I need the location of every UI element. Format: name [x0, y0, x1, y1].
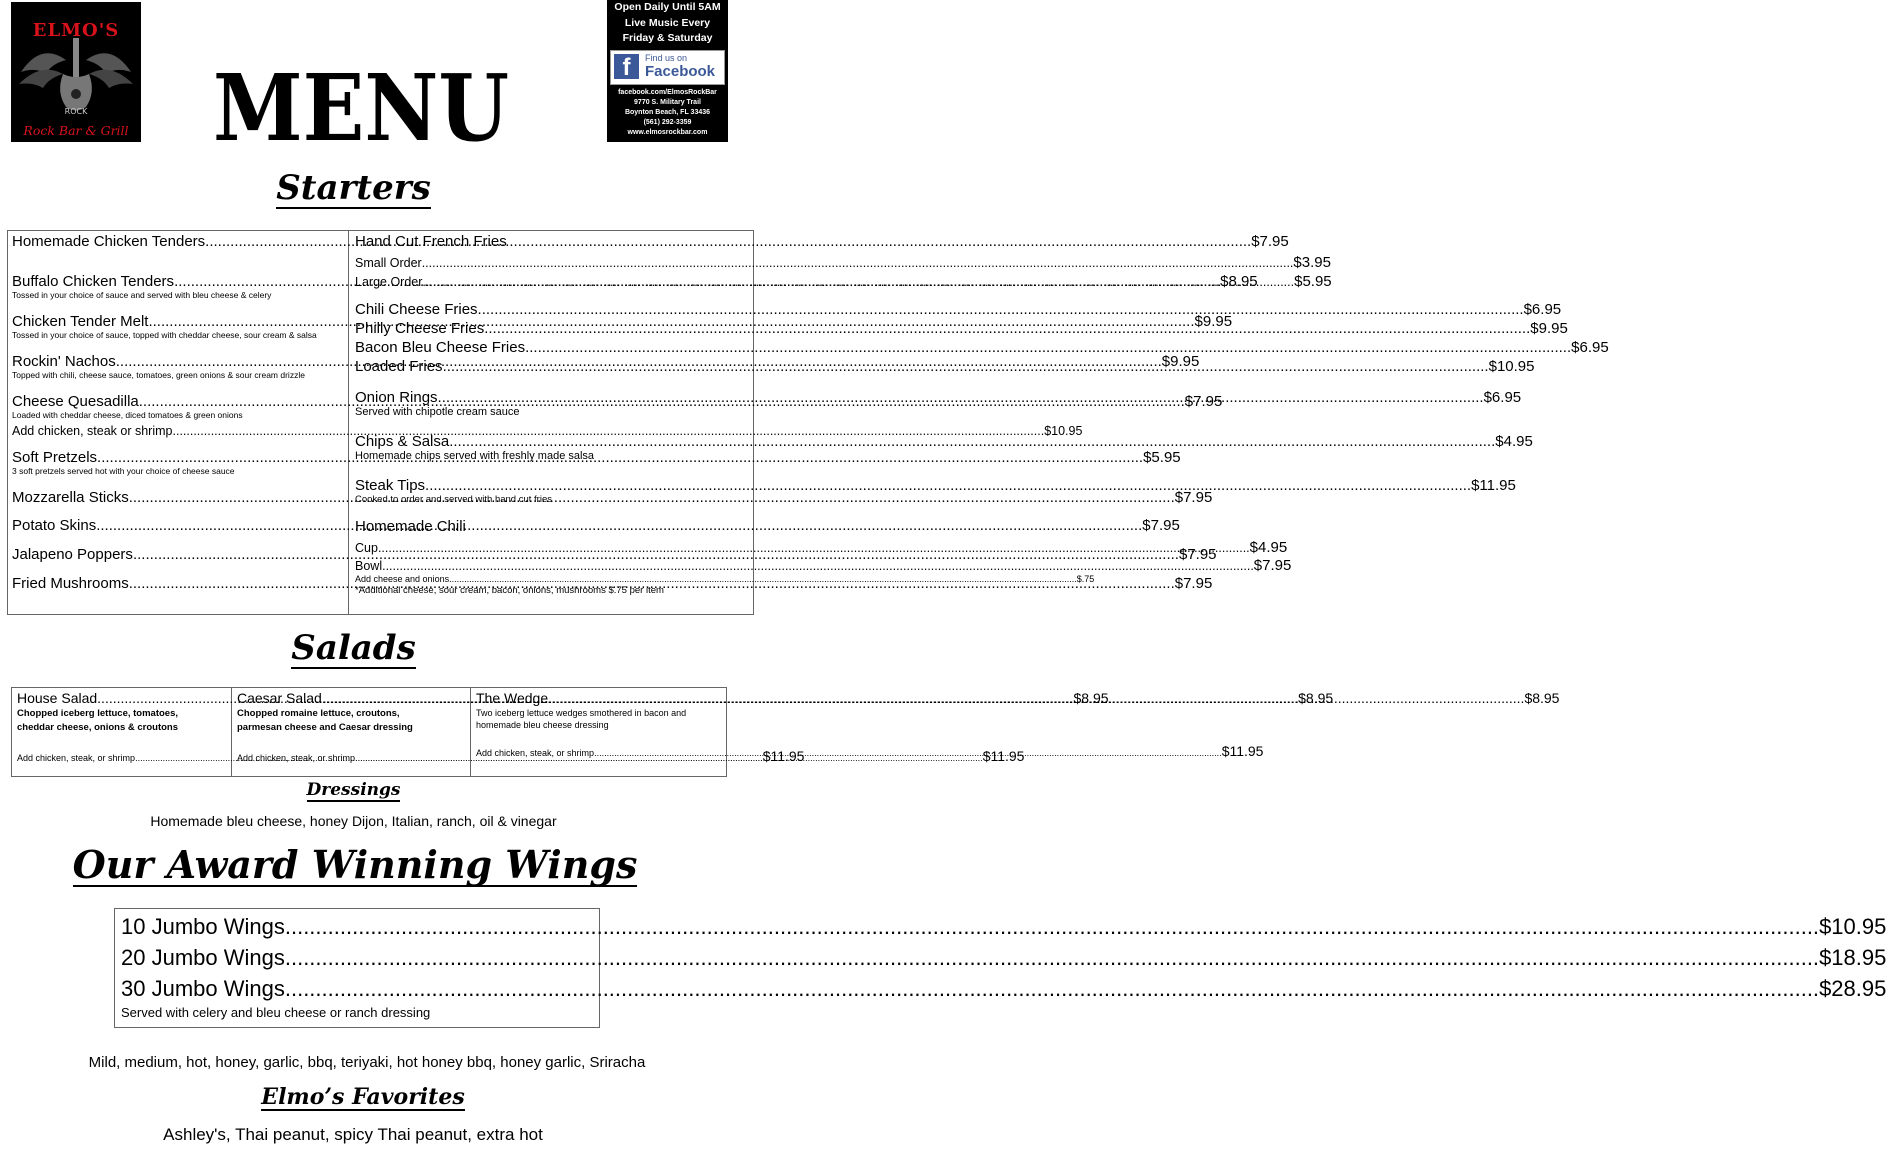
facebook-url[interactable]: facebook.com/ElmosRockBar — [618, 88, 717, 96]
starter-item: Fried Mushrooms ..... $7.95 — [12, 575, 338, 592]
logo-tagline: Rock Bar & Grill — [23, 123, 129, 138]
wings-item: 20 Jumbo Wings ..... $18.95 — [121, 942, 590, 973]
chili-section: Homemade Chili Cup ..... $4.95 Bowl ..... $7.95 Add cheese and onions ..... $.75 *Additional cheese, sour cream, bacon, onions, mushrooms $.75 per item — [355, 518, 718, 596]
phone-number: (561) 292-3359 — [643, 118, 692, 126]
starter-item: Chips & Salsa ..... $4.95 Homemade chips served with freshly made salsa — [355, 433, 718, 462]
starters-heading: Starters — [276, 168, 431, 208]
salads-box — [11, 687, 1560, 777]
salad-item: House Salad ..... $8.95 Chopped iceberg lettuce, tomatoes, cheddar cheese, onions & croutons Add chicken, steak, or shrimp ..... $11.95 — [12, 688, 232, 776]
fries-varieties: Chili Cheese Fries ..... $6.95 Philly Cheese Fries ..... $9.95 Bacon Bleu Cheese Fries ..... $6.95 Loaded Fries ..... $10.95 — [355, 301, 718, 375]
logo-name: ELMO'S — [32, 20, 120, 41]
svg-text:ROCK: ROCK — [64, 107, 88, 116]
elmos-logo — [11, 2, 141, 142]
wing-flavors: Mild, medium, hot, honey, garlic, bbq, teriyaki, hot honey bbq, honey garlic, Sriracha — [88, 1054, 646, 1071]
website-url[interactable]: www.elmosrockbar.com — [627, 128, 708, 136]
fries-section: Hand Cut French Fries Small Order ..... $3.95 Large Order ..... $5.95 — [355, 233, 718, 290]
facebook-icon: f — [614, 54, 639, 79]
facebook-find-text: Find us on — [645, 52, 688, 63]
starter-item: Onion Rings ..... $6.95 Served with chipotle cream sauce — [355, 389, 718, 418]
starter-item: Potato Skins ..... $7.95 — [12, 517, 338, 534]
starter-item: Chicken Tender Melt ..... $9.95 Tossed in your choice of sauce, topped with cheddar cheese, sour cream & salsa — [12, 313, 338, 341]
address-line-1: 9770 S. Military Trail — [634, 98, 701, 106]
salad-item: The Wedge ..... $8.95 Two iceberg lettuce wedges smothered in bacon and homemade bleu cheese dressing Add chicken, steak, or shrimp ..... $11.95 — [471, 688, 726, 776]
dressings-heading: Dressings — [306, 780, 401, 800]
address-line-2: Boynton Beach, FL 33436 — [624, 108, 711, 116]
info-box — [607, 0, 728, 142]
svg-text:MENU: MENU — [213, 54, 509, 162]
facebook-label: Facebook — [645, 62, 716, 80]
starter-item: Homemade Chicken Tenders ..... $7.95 — [12, 233, 338, 250]
starter-item: Buffalo Chicken Tenders ..... $8.95 Tossed in your choice of sauce and served with bleu cheese & celery — [12, 273, 338, 301]
wings-heading: Our Award Winning Wings — [72, 842, 638, 887]
starters-box — [7, 230, 1609, 615]
favorites-list: Ashley's, Thai peanut, spicy Thai peanut, extra hot — [163, 1125, 543, 1144]
wings-description: Served with celery and bleu cheese or ranch dressing — [121, 1005, 431, 1020]
starter-item: Steak Tips ..... $11.95 Cooked to order and served with hand cut fries — [355, 477, 718, 505]
wings-box — [114, 908, 1886, 1028]
menu-title — [210, 54, 512, 162]
starter-item: Cheese Quesadilla ..... $7.95 Loaded with cheddar cheese, diced tomatoes & green onions Add chicken, steak or shrimp ..... $10.95 — [12, 393, 338, 438]
dressings-list: Homemade bleu cheese, honey Dijon, Italian, ranch, oil & vinegar — [150, 813, 557, 829]
starter-item: Mozzarella Sticks ..... $7.95 — [12, 489, 338, 506]
live-music-days-text: Friday & Saturday — [622, 32, 713, 44]
starter-item: Soft Pretzels ..... $5.95 3 soft pretzels served hot with your choice of cheese sauce — [12, 449, 338, 477]
wings-item: 10 Jumbo Wings ..... $10.95 — [121, 911, 590, 942]
starter-item: Jalapeno Poppers ..... $7.95 — [12, 546, 338, 563]
salads-heading: Salads — [291, 628, 416, 668]
salad-item: Caesar Salad ..... $8.95 Chopped romaine lettuce, croutons, parmesan cheese and Caesar dressing Add chicken, steak, or shrimp ..... $11.95 — [232, 688, 471, 776]
live-music-text: Live Music Every — [624, 16, 711, 29]
facebook-badge[interactable] — [610, 50, 725, 85]
favorites-heading: Elmo’s Favorites — [261, 1084, 465, 1110]
starter-item: Rockin' Nachos ..... $9.95 Topped with chili, cheese sauce, tomatoes, green onions & sour cream drizzle — [12, 353, 338, 381]
hours-text: Open Daily Until 5AM — [614, 1, 721, 13]
wings-item: 30 Jumbo Wings ..... $28.95 — [121, 973, 590, 1004]
